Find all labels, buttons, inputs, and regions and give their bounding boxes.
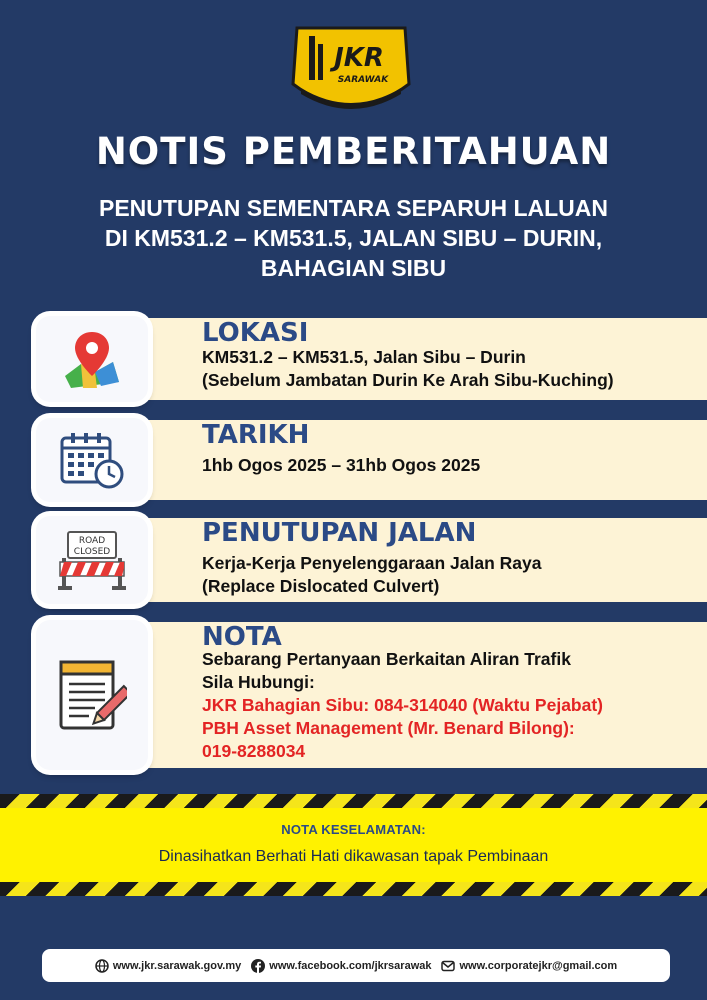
nota-contact: PBH Asset Management (Mr. Benard Bilong): xyxy=(202,718,575,738)
jkr-sarawak-logo xyxy=(287,24,415,118)
facebook-link[interactable]: www.facebook.com/jkrsarawak xyxy=(269,959,432,972)
road-sign-line2: CLOSED xyxy=(73,547,111,557)
main-title: NOTIS PEMBERITAHUAN xyxy=(95,130,612,173)
lokasi-line: (Sebelum Jambatan Durin Ke Arah Sibu-Kuching) xyxy=(202,370,614,390)
logo-text: JKR xyxy=(334,43,384,73)
section-tarikh xyxy=(36,418,707,502)
road-sign-line1: ROAD xyxy=(78,536,106,546)
footer-contacts xyxy=(42,949,670,982)
notice-subtitle xyxy=(40,193,667,283)
hazard-stripe-top xyxy=(0,794,707,808)
section-nota xyxy=(36,620,707,770)
tarikh-tile xyxy=(36,418,148,502)
lokasi-tile xyxy=(36,316,148,402)
facebook-icon xyxy=(251,959,265,973)
lokasi-heading: LOKASI xyxy=(202,318,309,348)
safety-text: Dinasihatkan Berhati Hati dikawasan tapak Pembinaan xyxy=(158,848,549,865)
tarikh-text xyxy=(202,454,480,477)
logo-subtext: SARAWAK xyxy=(337,75,389,85)
email-link[interactable]: www.corporatejkr@gmail.com xyxy=(459,959,618,972)
subtitle-line: PENUTUPAN SEMENTARA SEPARUH LALUAN xyxy=(99,195,608,221)
lokasi-text xyxy=(202,346,614,392)
nota-tile xyxy=(36,620,148,770)
footer-email[interactable] xyxy=(441,959,617,973)
footer-facebook[interactable] xyxy=(251,959,431,973)
nota-line: Sebarang Pertanyaan Berkaitan Aliran Trafik xyxy=(202,649,571,669)
tarikh-line: 1hb Ogos 2025 – 31hb Ogos 2025 xyxy=(202,455,481,475)
penutupan-tile xyxy=(36,516,148,604)
hazard-stripe-bottom xyxy=(0,882,707,896)
safety-title: NOTA KESELAMATAN: xyxy=(281,822,426,837)
website-link[interactable]: www.jkr.sarawak.gov.my xyxy=(112,959,242,972)
lokasi-line: KM531.2 – KM531.5, Jalan Sibu – Durin xyxy=(202,347,526,367)
globe-icon xyxy=(95,959,109,973)
nota-contact: 019-8288034 xyxy=(202,741,306,761)
section-lokasi xyxy=(36,316,707,402)
nota-contact: JKR Bahagian Sibu: 084-314040 (Waktu Pejabat) xyxy=(202,695,604,715)
nota-line: Sila Hubungi: xyxy=(202,672,315,692)
penutupan-heading: PENUTUPAN JALAN xyxy=(202,518,477,548)
penutupan-text xyxy=(202,552,541,598)
tarikh-heading: TARIKH xyxy=(202,420,310,450)
subtitle-line: DI KM531.2 – KM531.5, JALAN SIBU – DURIN, xyxy=(104,225,603,251)
safety-banner xyxy=(0,808,707,882)
penutupan-line: Kerja-Kerja Penyelenggaraan Jalan Raya xyxy=(202,553,542,573)
calendar-clock-icon xyxy=(59,430,125,490)
penutupan-line: (Replace Dislocated Culvert) xyxy=(202,576,440,596)
road-closed-icon xyxy=(56,528,128,592)
nota-text xyxy=(202,648,603,763)
map-pin-icon xyxy=(61,328,123,390)
subtitle-line: BAHAGIAN SIBU xyxy=(260,255,447,281)
notepad-pencil-icon xyxy=(57,658,127,732)
footer-website[interactable] xyxy=(95,959,241,973)
email-icon xyxy=(441,959,455,973)
section-penutupan xyxy=(36,516,707,604)
nota-heading: NOTA xyxy=(202,622,282,652)
